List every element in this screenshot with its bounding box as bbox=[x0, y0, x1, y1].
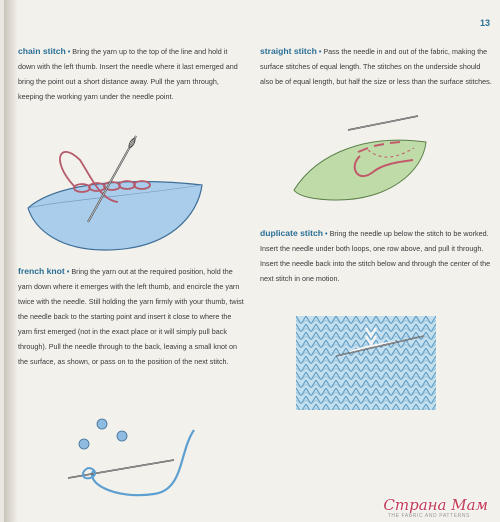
duplicate-stitch-section bbox=[260, 226, 494, 286]
french-knot-illustration bbox=[54, 412, 204, 504]
page-spine-shadow bbox=[4, 0, 18, 522]
chain-stitch-illustration bbox=[20, 130, 220, 258]
duplicate-stitch-illustration bbox=[296, 316, 436, 410]
watermark: Страна Мам bbox=[383, 496, 488, 514]
chain-stitch-section bbox=[18, 44, 244, 104]
book-page bbox=[4, 0, 500, 522]
chain-stitch-term: chain stitch bbox=[18, 46, 66, 56]
chain-stitch-separator: • bbox=[67, 47, 71, 56]
french-knot-separator: • bbox=[66, 267, 70, 276]
duplicate-stitch-separator: • bbox=[325, 229, 328, 238]
french-knot-section bbox=[18, 264, 244, 369]
straight-stitch-illustration bbox=[288, 112, 438, 204]
duplicate-stitch-term: duplicate stitch bbox=[260, 228, 324, 238]
page-footer: THE FABRIC AND PATTERNS bbox=[387, 513, 470, 519]
french-knot-description: Bring the yarn out at the required position, hold the yarn down where it emerges with the left thumb, and encircle the yarn twice with the needle. Still holding the yarn firmly with your thumb, twist the needle back to the starting point and insert it close to where the yarn first emerged (not in the exact place or it will simply pull back through). Pull the needle through to the back, leaving a small knot on the surface, as shown, or pass on to the position of the next stitch. bbox=[18, 267, 244, 366]
straight-stitch-term: straight stitch bbox=[260, 46, 317, 56]
page-number: 13 bbox=[479, 18, 490, 28]
straight-stitch-description: Pass the needle in and out of the fabric, making the surface stitches of equal length. The stitches on the underside should also be of equal length, but half the size or less than the surface stitches. bbox=[260, 47, 492, 86]
french-knot-term: french knot bbox=[18, 266, 65, 276]
straight-stitch-separator: • bbox=[318, 47, 322, 56]
duplicate-stitch-description: Bring the needle up below the stitch to be worked. Insert the needle under both loops, one row above, and pull it through. Insert the needle back into the stitch below and through the center of the next stitch in one motion. bbox=[260, 229, 491, 283]
chain-stitch-description: Bring the yarn up to the top of the line and hold it down with the left thumb. Insert the needle where it last emerged and bring the point out a short distance away. Pull the yarn through, keeping the working yarn under the needle point. bbox=[18, 47, 238, 101]
straight-stitch-section bbox=[260, 44, 494, 89]
